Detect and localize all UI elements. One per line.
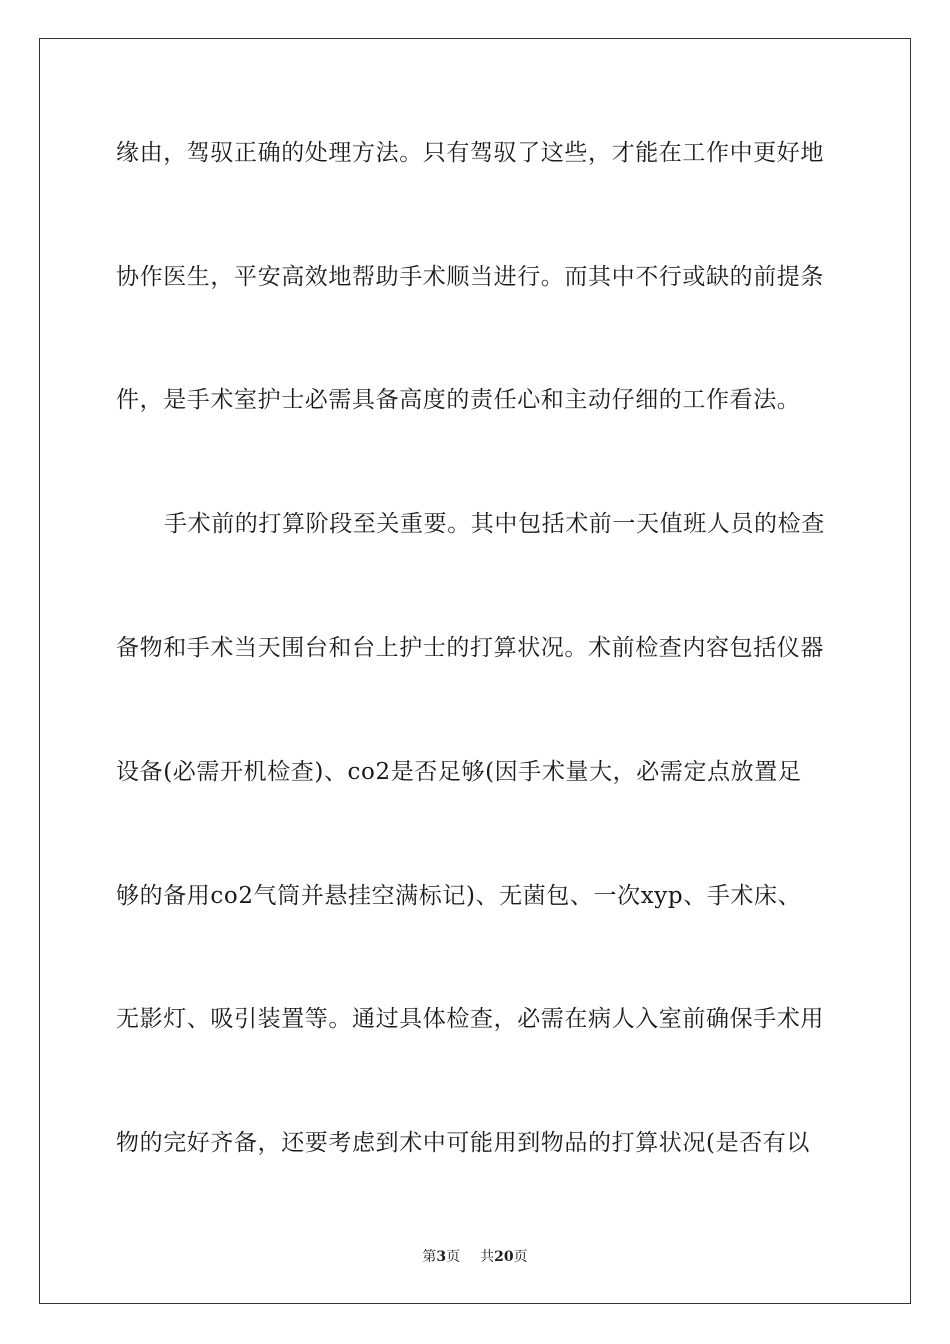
footer-page-number: 3 bbox=[436, 1249, 447, 1265]
body-line-2: 协作医生，平安高效地帮助手术顺当进行。而其中不行或缺的前提条 bbox=[116, 264, 824, 290]
body-line-7: 够的备用co2气筒并悬挂空满标记)、无菌包、一次xyp、手术床、 bbox=[116, 883, 802, 909]
body-line-1: 缘由，驾驭正确的处理方法。只有驾驭了这些，才能在工作中更好地 bbox=[116, 140, 824, 166]
body-line-8: 无影灯、吸引装置等。通过具体检查，必需在病人入室前确保手术用 bbox=[116, 1006, 824, 1032]
body-line-3: 件，是手术室护士必需具备高度的责任心和主动仔细的工作看法。 bbox=[116, 387, 801, 413]
page-footer bbox=[0, 1248, 950, 1266]
body-line-6: 设备(必需开机检查)、co2是否足够(因手术量大，必需定点放置足 bbox=[116, 759, 802, 785]
body-line-4: 手术前的打算阶段至关重要。其中包括术前一天值班人员的检查 bbox=[164, 511, 825, 537]
body-line-5: 备物和手术当天围台和台上护士的打算状况。术前检查内容包括仪器 bbox=[116, 635, 824, 661]
footer-page-prefix: 第 bbox=[422, 1249, 437, 1265]
footer-total-prefix: 共 bbox=[480, 1249, 495, 1265]
body-line-9: 物的完好齐备，还要考虑到术中可能用到物品的打算状况(是否有以 bbox=[116, 1130, 810, 1156]
footer-page-suffix: 页 bbox=[446, 1249, 461, 1265]
footer-total-suffix: 页 bbox=[513, 1249, 528, 1265]
footer-total-pages: 20 bbox=[494, 1249, 514, 1265]
page-frame bbox=[39, 38, 911, 1304]
